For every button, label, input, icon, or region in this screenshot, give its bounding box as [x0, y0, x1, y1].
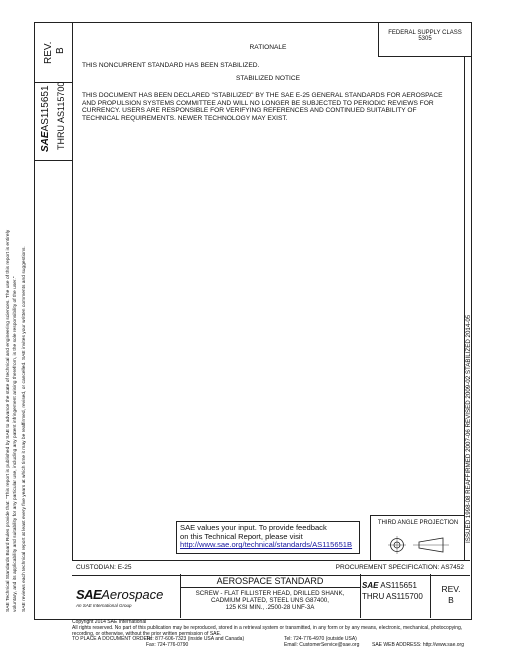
doc-thru: THRU AS115700 — [362, 592, 423, 601]
tel-usa: Tel: 877-606-7323 (inside USA and Canada) — [146, 636, 245, 643]
rev-label: REV. — [441, 584, 461, 594]
fsc-value: 5305 — [418, 36, 432, 42]
title-block — [72, 574, 470, 618]
rev-block — [432, 584, 470, 606]
sae-aerospace-logo: SAEAerospace An SAE International Group — [76, 587, 164, 608]
document-title: SCREW - FLAT FILLISTER HEAD, DRILLED SHANK, CADMIUM PLATED, STEEL UNS G87400, 125 KSI MIN., .2500-28 UNF-3A — [195, 590, 345, 612]
rights-cont: recording, or otherwise, without the prior written permission of SAE. — [72, 630, 222, 637]
stabilized-text: THIS DOCUMENT HAS BEEN DECLARED "STABILIZED" BY THE SAE E-25 GENERAL STANDARDS FOR AEROSPACE AND PROPULSION SYSTEMS COMMITTEE AND WILL NO LONGER BE SUBJECTED TO PERIODIC REVIEWS FOR CURRENCY. USERS ARE RESPONSIBLE FOR VERIFYING REFERENCES AND CONTINUED SUITABILITY OF TECHNICAL REQUIREMENTS. NEWER TECHNOLOGY MAY EXIST. — [82, 92, 443, 122]
revision-history: ISSUED 1998-08 REAFFIRMED 2007-06 REVISED 2009-02 STABILIZED 2014-05 — [465, 314, 472, 543]
rights: All rights reserved. No part of this publication may be reproduced, stored in a retrieval system or transmitted, in any form or by any means, electronic, mechanical, photocopying, — [72, 624, 463, 631]
custodian: CUSTODIAN: E-25 — [76, 564, 132, 571]
email: Email: CustomerService@sae.org — [284, 642, 360, 649]
doc-number-block — [362, 580, 430, 602]
sae-mark: SAE — [40, 131, 51, 152]
tsb-rules-line2: voluntary, and its applicability and suitability for any particular use, including any patent infringement arising therefrom, is the sole responsibility of the user." — [13, 276, 18, 612]
fax: Fax: 724-776-0790 — [146, 642, 189, 649]
footer — [72, 620, 492, 649]
doc-number-top: SAEAS115651 — [40, 85, 51, 152]
rev-value-top: B — [55, 47, 66, 54]
rev-label-top: REV. — [43, 41, 54, 64]
tsb-rules-line1: SAE Technical Standards Board Rules provide that: "This report is published by SAE to advance the state of technical and engineering sciences. The use of this report is entirely — [6, 229, 11, 612]
copyright: Copyright 2014 SAE International — [72, 619, 147, 625]
tel-outside: Tel: 724-776-4970 (outside USA) — [284, 636, 357, 643]
feedback-box — [176, 521, 360, 554]
stabilized-heading: STABILIZED NOTICE — [236, 75, 300, 82]
logo-subtitle: An SAE International Group — [76, 603, 132, 608]
rationale-heading: RATIONALE — [249, 44, 287, 51]
doc-number: AS115651 — [380, 581, 418, 590]
projection-label: THIRD ANGLE PROJECTION — [377, 520, 459, 526]
review-note: SAE reviews each technical report at least every five years at which time it may be reaffirmed, revised, or cancelled. SAE invites your written comments and suggestions. — [22, 246, 27, 612]
procurement-spec: PROCUREMENT SPECIFICATION: AS7452 — [335, 564, 464, 571]
web-address: SAE WEB ADDRESS: http://www.sae.org — [372, 642, 464, 649]
order-label: TO PLACE A DOCUMENT ORDER: — [72, 636, 152, 643]
standard-heading: AEROSPACE STANDARD — [216, 576, 324, 586]
doc-thru-top: THRU AS115700 — [56, 81, 66, 150]
rationale-text: THIS NONCURRENT STANDARD HAS BEEN STABILIZED. — [82, 62, 260, 69]
feedback-line1: SAE values your input. To provide feedback — [180, 523, 327, 532]
federal-supply-class-box — [378, 22, 471, 57]
sae-mark-bottom: SAE — [362, 581, 379, 590]
feedback-line2: on this Technical Report, please visit — [180, 531, 303, 541]
projection-symbol-icon — [371, 528, 465, 558]
feedback-link[interactable]: http://www.sae.org/technical/standards/AS115651B — [180, 540, 353, 550]
third-angle-projection-box — [370, 515, 465, 561]
fsc-label: FEDERAL SUPPLY CLASS — [388, 30, 462, 36]
rev-value: B — [448, 595, 454, 605]
